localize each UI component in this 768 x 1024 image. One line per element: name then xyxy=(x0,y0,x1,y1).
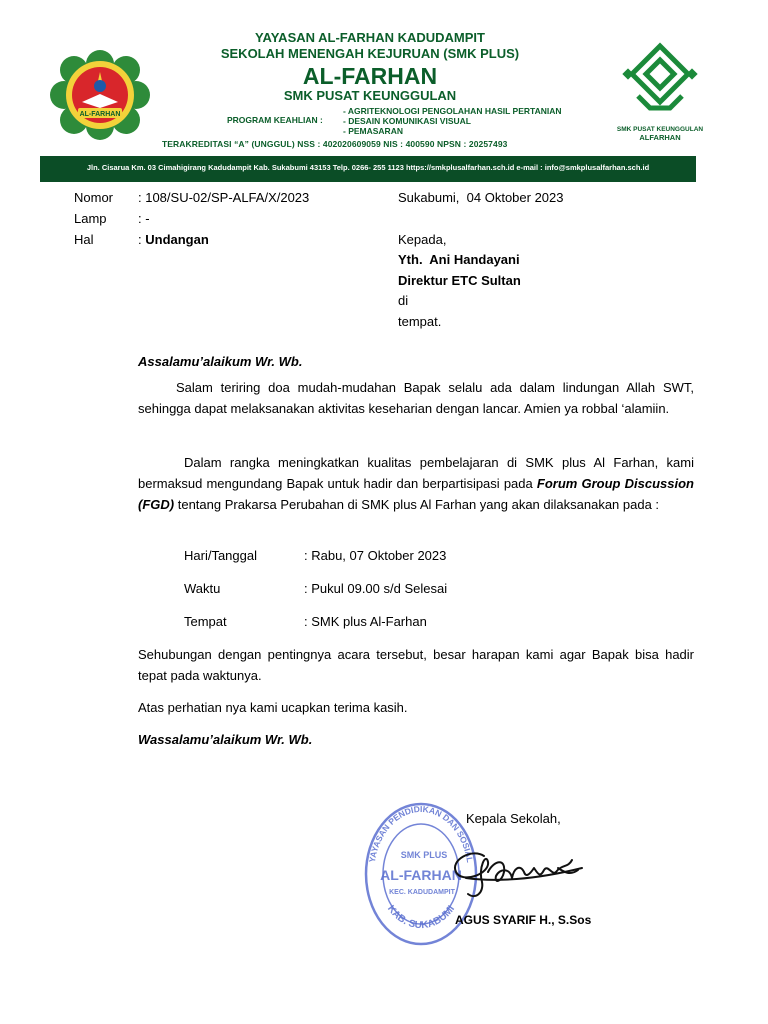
letter-date: Sukabumi, 04 Oktober 2023 xyxy=(398,190,564,205)
emblem-logo-text: AL-FARHAN xyxy=(79,111,121,118)
paragraph-2-end: tentang Prakarsa Perubahan di SMK plus Al Farhan yang akan dilaksanakan pada : xyxy=(174,497,660,512)
program-list xyxy=(343,106,562,136)
right-logo-caption: SMK PUSAT KEUNGGULAN xyxy=(616,126,704,133)
hal-colon: : xyxy=(138,232,146,247)
paragraph-1: Salam teriring doa mudah-mudahan Bapak selalu ada dalam lindungan Allah SWT, sehingga dapat melaksanakan aktivitas keseharian dengan lancar. Amien ya robbal ‘alamiin. xyxy=(138,380,694,416)
stamp-line-2: AL-FARHAN xyxy=(380,867,462,883)
stamp-bottom-text: KAB. SUKABUMI xyxy=(384,903,458,932)
address-text: Jln. Cisarua Km. 03 Cimahigirang Kadudampit Kab. Sukabumi 43153 Telp. 0266- 255 1123 https://smkplusalfarhan.sch.id e-mail : info@smkplusalfarhan.sch.id xyxy=(86,163,650,172)
nomor-value: : 108/SU-02/SP-ALFA/X/2023 xyxy=(138,190,310,205)
detail-value: : SMK plus Al-Farhan xyxy=(304,614,427,629)
hal-label: Hal xyxy=(74,232,94,247)
paragraph-2-start: Dalam rangka meningkatkan kualitas pembelajaran di SMK plus Al Farhan, kami bermaksud mengundang Bapak untuk hadir dan berpartisipasi pada xyxy=(138,455,694,491)
right-logo-caption-2: ALFARHAN xyxy=(639,133,681,142)
signer-name: AGUS SYARIF H., S.Sos xyxy=(455,913,592,927)
program-item: - DESAIN KOMUNIKASI VISUAL xyxy=(343,116,471,126)
detail-value: : Rabu, 07 Oktober 2023 xyxy=(304,548,447,563)
hal-value: Undangan xyxy=(145,232,209,247)
recipient-place: tempat. xyxy=(398,314,442,329)
stamp-line-1: SMK PLUS xyxy=(400,850,448,860)
paragraph-4: Atas perhatian nya kami ucapkan terima kasih. xyxy=(138,700,408,715)
foundation-name: YAYASAN AL-FARHAN KADUDAMPIT xyxy=(255,30,485,45)
lamp-value: : - xyxy=(138,211,150,226)
pusat-keunggulan-logo xyxy=(618,42,702,126)
school-emblem-logo xyxy=(48,50,152,140)
detail-value: : Pukul 09.00 s/d Selesai xyxy=(304,581,448,596)
detail-label: Waktu xyxy=(184,581,221,596)
program-item: - AGRITEKNOLOGI PENGOLAHAN HASIL PERTANIAN xyxy=(343,106,562,116)
recipient-di: di xyxy=(398,293,409,308)
program-item: - PEMASARAN xyxy=(343,126,403,136)
hal-field xyxy=(138,232,209,248)
recipient-name: Yth. Ani Handayani xyxy=(398,252,520,267)
lamp-label: Lamp xyxy=(74,211,107,226)
signer-role: Kepala Sekolah, xyxy=(466,811,561,826)
greeting: Assalamu’alaikum Wr. Wb. xyxy=(138,354,303,369)
paragraph-3: Sehubungan dengan pentingnya acara tersebut, besar harapan kami agar Bapak bisa hadir tepat pada waktunya. xyxy=(138,647,694,683)
school-type: SEKOLAH MENENGAH KEJURUAN (SMK PLUS) xyxy=(220,46,520,61)
recipient-title: Direktur ETC Sultan xyxy=(398,273,521,288)
detail-label: Hari/Tanggal xyxy=(184,548,257,563)
stamp-line-3: KEC. KADUDAMPIT xyxy=(389,889,455,896)
closing-greeting: Wassalamu’alaikum Wr. Wb. xyxy=(138,732,313,747)
recipient-to: Kepada, xyxy=(398,232,447,247)
school-name: AL-FARHAN xyxy=(302,63,438,89)
fgd-title: Forum Group Discussion (FGD) xyxy=(138,476,694,512)
nomor-label: Nomor xyxy=(74,190,114,205)
handwritten-signature xyxy=(444,838,594,908)
stamp-outer-text: YAYASAN PENDIDIKAN DAN SOSIAL xyxy=(366,803,476,864)
accreditation-line: TERAKREDITASI “A” (UNGGUL) NSS : 402020609059 NIS : 400590 NPSN : 20257493 xyxy=(162,139,508,149)
paragraph-2 xyxy=(138,452,694,515)
detail-label: Tempat xyxy=(184,614,227,629)
program-label: PROGRAM KEAHLIAN : xyxy=(227,115,323,125)
school-tagline: SMK PUSAT KEUNGGULAN xyxy=(283,88,457,103)
